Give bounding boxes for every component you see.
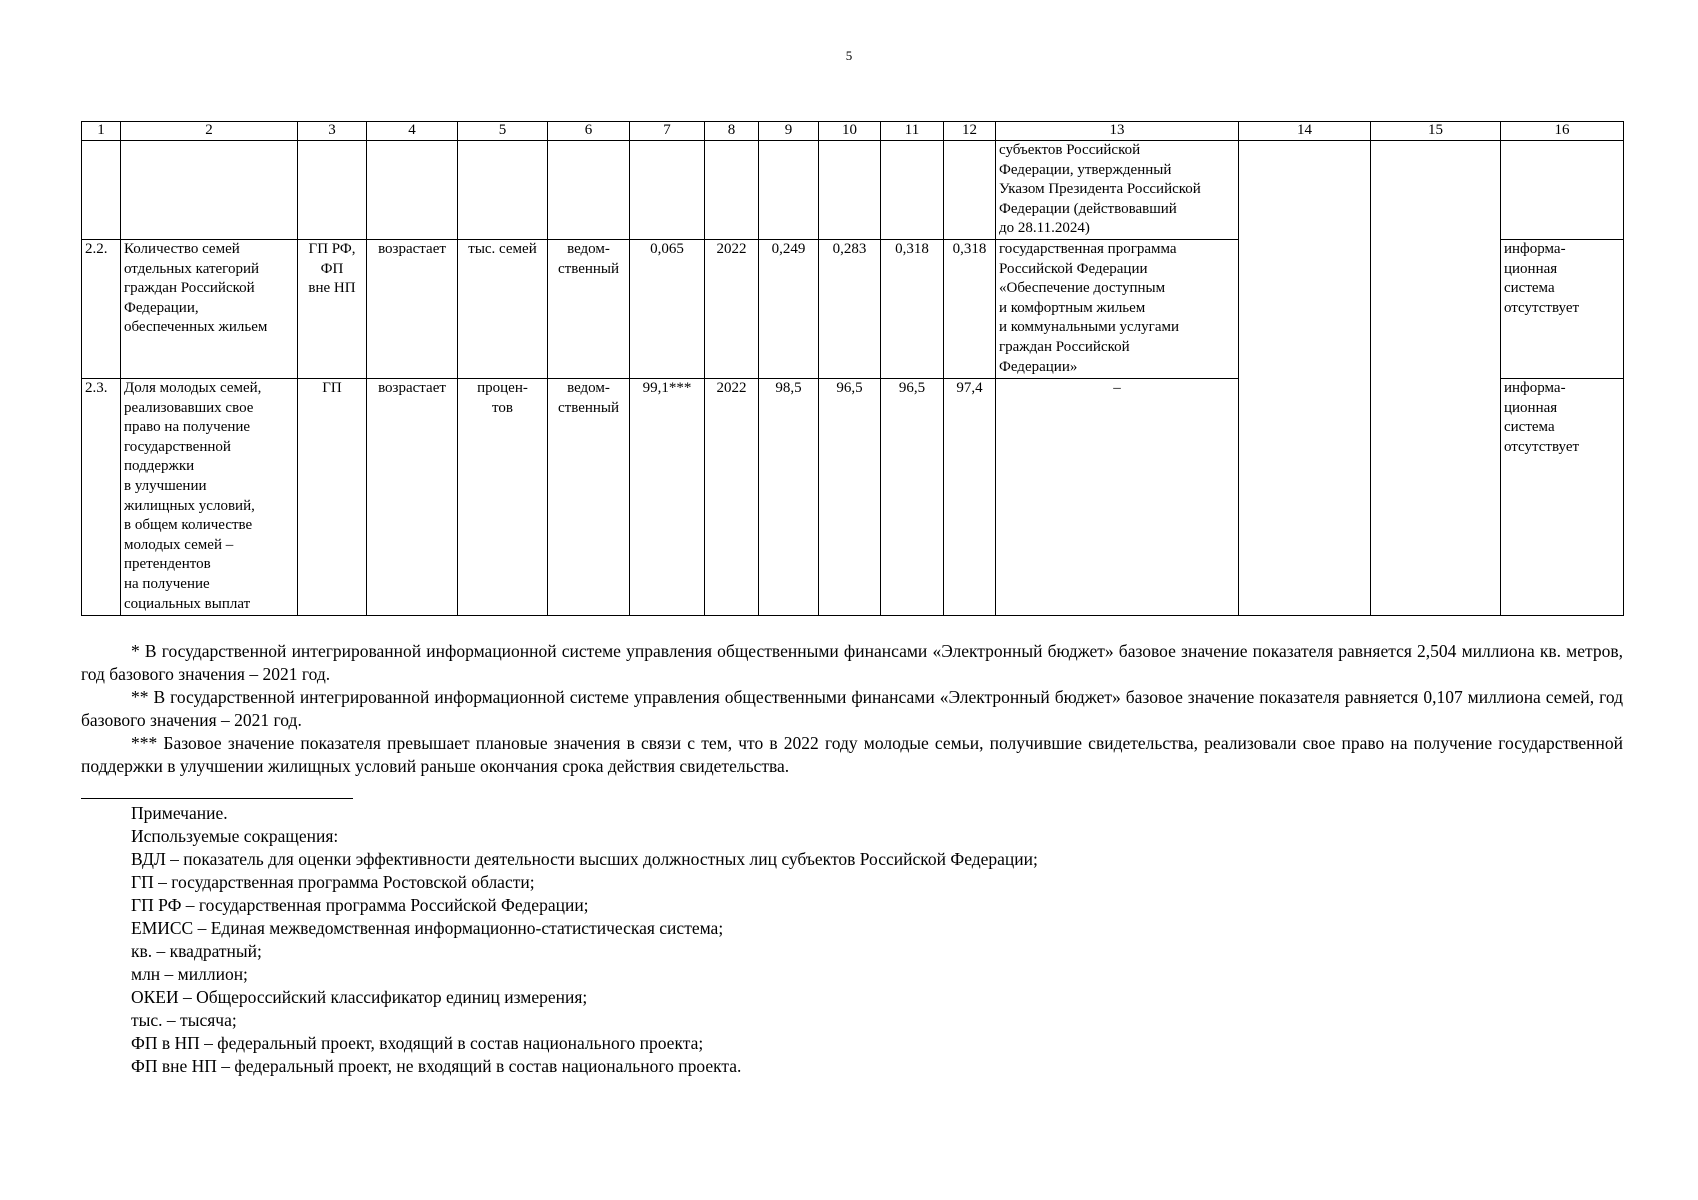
- abbreviation-item: кв. – квадратный;: [131, 941, 262, 961]
- base-value-cell: 99,1***: [630, 378, 705, 615]
- note-subtitle: Используемые сокращения:: [131, 826, 339, 846]
- header-col-6: 6: [548, 122, 630, 141]
- value-cell-1: 0,249: [759, 239, 819, 378]
- abbreviation-item: ВДЛ – показатель для оценки эффективности деятельности высших должностных лиц субъектов Российской Федерации;: [131, 849, 1038, 869]
- abbreviations-note: [131, 802, 1611, 1078]
- header-col-14: 14: [1239, 122, 1371, 141]
- header-col-7: 7: [630, 122, 705, 141]
- header-col-15: 15: [1371, 122, 1501, 141]
- note-title: Примечание.: [131, 803, 228, 823]
- header-col-5: 5: [458, 122, 548, 141]
- header-col-8: 8: [705, 122, 759, 141]
- header-col-10: 10: [819, 122, 881, 141]
- footnotes: [81, 640, 1623, 778]
- footnote-3: *** Базовое значение показателя превышает плановые значения в связи с тем, что в 2022 году молодые семьи, получившие свидетельства, реализовали свое право на получение государственной поддержки в улучшении жилищных условий раньше окончания срока действия свидетельства.: [81, 733, 1623, 776]
- page-number: 5: [845, 48, 853, 63]
- col15-cell: [1371, 141, 1501, 616]
- trend-cell: возрастает: [367, 378, 458, 615]
- abbreviation-item: ОКЕИ – Общероссийский классификатор единиц измерения;: [131, 987, 588, 1007]
- abbreviation-item: тыс. – тысяча;: [131, 1010, 237, 1030]
- continuation-program-cell: субъектов Российской Федерации, утвержденный Указом Президента Российской Федерации (действовавший до 28.11.2024): [996, 141, 1239, 240]
- value-cell-1: 98,5: [759, 378, 819, 615]
- program-link-cell: государственная программа Российской Федерации «Обеспечение доступным и комфортным жильем и коммунальными услугами граждан Российской Федерации»: [996, 239, 1239, 378]
- header-col-4: 4: [367, 122, 458, 141]
- header-col-12: 12: [944, 122, 996, 141]
- value-cell-3: 96,5: [881, 378, 944, 615]
- col14-cell: [1239, 141, 1371, 616]
- info-system-cell: информа- ционная система отсутствует: [1501, 378, 1624, 615]
- header-col-2: 2: [121, 122, 298, 141]
- header-col-3: 3: [298, 122, 367, 141]
- type-cell: ведом- ственный: [548, 378, 630, 615]
- program-link-cell: –: [996, 378, 1239, 615]
- footnote-1: * В государственной интегрированной информационной системе управления общественными финансами «Электронный бюджет» базовое значение показателя равняется 2,504 миллиона кв. метров, год базового значения – 2021 год.: [81, 641, 1623, 684]
- row-number-cell: 2.3.: [82, 378, 121, 615]
- header-col-9: 9: [759, 122, 819, 141]
- unit-cell: процен- тов: [458, 378, 548, 615]
- abbreviation-item: ФП в НП – федеральный проект, входящий в состав национального проекта;: [131, 1033, 704, 1053]
- value-cell-4: 0,318: [944, 239, 996, 378]
- row-number-cell: 2.2.: [82, 239, 121, 378]
- footnote-2: ** В государственной интегрированной информационной системе управления общественными финансами «Электронный бюджет» базовое значение показателя равняется 0,107 миллиона семей, год базового значения – 2021 год.: [81, 687, 1623, 730]
- table-header-row: [82, 122, 1624, 141]
- header-col-13: 13: [996, 122, 1239, 141]
- value-cell-4: 97,4: [944, 378, 996, 615]
- value-cell-2: 96,5: [819, 378, 881, 615]
- level-cell: ГП: [298, 378, 367, 615]
- abbreviation-item: ФП вне НП – федеральный проект, не входящий в состав национального проекта.: [131, 1056, 742, 1076]
- level-cell: ГП РФ, ФП вне НП: [298, 239, 367, 378]
- base-year-cell: 2022: [705, 378, 759, 615]
- unit-cell: тыс. семей: [458, 239, 548, 378]
- abbreviation-item: ГП РФ – государственная программа Российской Федерации;: [131, 895, 589, 915]
- info-system-cell: информа- ционная система отсутствует: [1501, 239, 1624, 378]
- abbreviation-item: ЕМИСС – Единая межведомственная информационно-статистическая система;: [131, 918, 724, 938]
- table-row-continuation: [82, 141, 1624, 240]
- base-year-cell: 2022: [705, 239, 759, 378]
- abbreviation-item: ГП – государственная программа Ростовской области;: [131, 872, 535, 892]
- value-cell-3: 0,318: [881, 239, 944, 378]
- indicator-name-cell: Количество семей отдельных категорий граждан Российской Федерации, обеспеченных жильем: [121, 239, 298, 378]
- header-col-1: 1: [82, 122, 121, 141]
- trend-cell: возрастает: [367, 239, 458, 378]
- type-cell: ведом- ственный: [548, 239, 630, 378]
- indicator-name-cell: Доля молодых семей, реализовавших свое право на получение государственной поддержки в улучшении жилищных условий, в общем количестве молодых семей – претендентов на получение социальных выплат: [121, 378, 298, 615]
- abbreviation-item: млн – миллион;: [131, 964, 248, 984]
- base-value-cell: 0,065: [630, 239, 705, 378]
- indicators-table: [81, 121, 1624, 616]
- value-cell-2: 0,283: [819, 239, 881, 378]
- header-col-16: 16: [1501, 122, 1624, 141]
- header-col-11: 11: [881, 122, 944, 141]
- footnote-separator: [81, 798, 353, 799]
